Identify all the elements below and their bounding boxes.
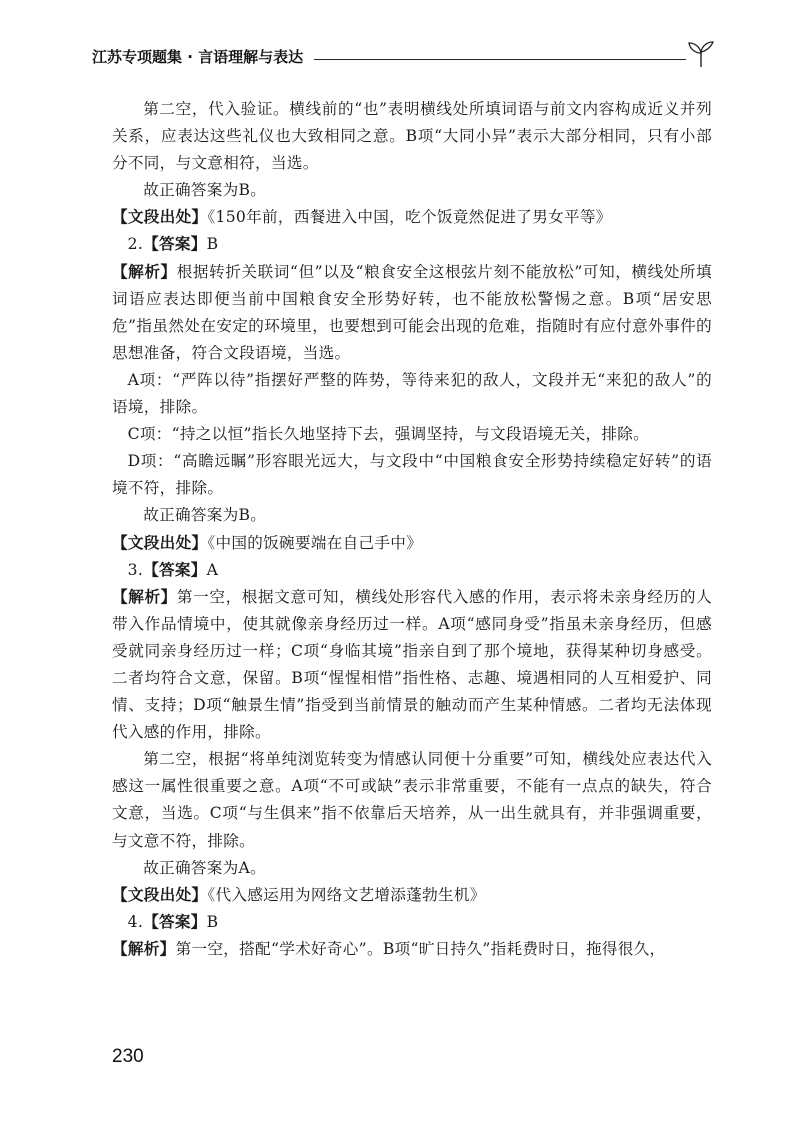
conclusion: 故正确答案为A。 [143, 858, 267, 877]
answer-value: B [206, 235, 219, 254]
question-2-answer [112, 231, 712, 258]
source-label: 【文段出处】 [112, 885, 208, 904]
header-title: 江苏专项题集 · 言语理解与表达 [92, 48, 304, 66]
analysis-label: 【解析】 [112, 262, 177, 281]
question-number: 2. [127, 235, 144, 254]
analysis-text: 第一空，根据文意可知，横线处形容代入感的作用，表示将未亲身经历的人带入作品情境中，使其就像亲身经历过一样。A项“感同身受”指虽未亲身经历，但感受就同亲身经历过一样；C项“身临其境”指亲自到了那个境地，获得某种切身感受。二者均符合文意，保留。B项“惺惺相惜”指性格、志趣、境遇相同的人互相爱护、同情、支持；D项“触景生情”指受到当前情景的触动而产生某种情感。二者均无法体现代入感的作用，排除。 [112, 587, 712, 742]
page-body [112, 96, 712, 963]
question-4-answer [112, 909, 712, 936]
page-number: 230 [112, 1046, 144, 1067]
conclusion: 故正确答案为B。 [143, 506, 267, 525]
analysis-label: 【解析】 [112, 587, 177, 606]
answer-label: 【答案】 [143, 235, 207, 254]
source-title: 《150年前，西餐进入中国，吃个饭竟然促进了男女平等》 [207, 208, 612, 227]
header-rule [314, 59, 686, 60]
source-title: 《代入感运用为网络文艺增添蓬勃生机》 [207, 885, 486, 904]
answer-value: B [206, 912, 219, 931]
question-2-analysis [112, 259, 712, 367]
question-3-answer [112, 557, 712, 584]
source-label: 【文段出处】 [112, 533, 208, 552]
conclusion: 故正确答案为B。 [143, 181, 267, 200]
option-a-note: A项：“严阵以待”指摆好严整的阵势，等待来犯的敌人，文段并无“来犯的敌人”的语境，排除。 [112, 370, 712, 417]
question-number: 4. [127, 912, 144, 931]
source-line [112, 530, 712, 557]
option-d-note: D项：“高瞻远瞩”形容眼光远大，与文段中“中国粮食安全形势持续稳定好转”的语境不符，排除。 [112, 452, 712, 498]
running-header [92, 40, 720, 74]
source-title: 《中国的饭碗要端在自己手中》 [207, 533, 423, 552]
source-line [112, 204, 712, 231]
analysis-label: 【解析】 [112, 939, 176, 958]
analysis-text: 根据转折关联词“但”以及“粮食安全这根弦片刻不能放松”可知，横线处所填词语应表达即便当前中国粮食安全形势好转，也不能放松警惕之意。B项“居安思危”指虽然处在安定的环境里，也要想到可能会出现的危难，指随时有应付意外事件的思想准备，符合文段语境，当选。 [112, 262, 713, 362]
source-label: 【文段出处】 [112, 208, 208, 227]
answer-label: 【答案】 [143, 560, 207, 579]
answer-value: A [206, 560, 219, 579]
analysis-text: 第一空，搭配“学术好奇心”。B项“旷日持久”指耗费时日，拖得很久， [175, 939, 666, 958]
paragraph: 第二空，根据“将单纯浏览转变为情感认同便十分重要”可知，横线处应表达代入感这一属性很重要之意。A项“不可或缺”表示非常重要，不能有一点点的缺失，符合文意，当选。C项“与生俱来”指不依靠后天培养，从一出生就具有，并非强调重要，与文意不符，排除。 [112, 750, 712, 850]
option-c-note: C项：“持之以恒”指长久地坚持下去，强调坚持，与文段语境无关，排除。 [127, 425, 650, 444]
question-4-analysis [112, 936, 712, 963]
paragraph: 第二空，代入验证。横线前的“也”表明横线处所填词语与前文内容构成近义并列关系，应表达这些礼仪也大致相同之意。B项“大同小异”表示大部分相同，只有小部分不同，与文意相符，当选。 [112, 100, 712, 173]
question-number: 3. [127, 560, 144, 579]
question-3-analysis [112, 584, 712, 747]
sprout-icon [686, 40, 716, 68]
source-line [112, 882, 712, 909]
answer-label: 【答案】 [143, 912, 207, 931]
